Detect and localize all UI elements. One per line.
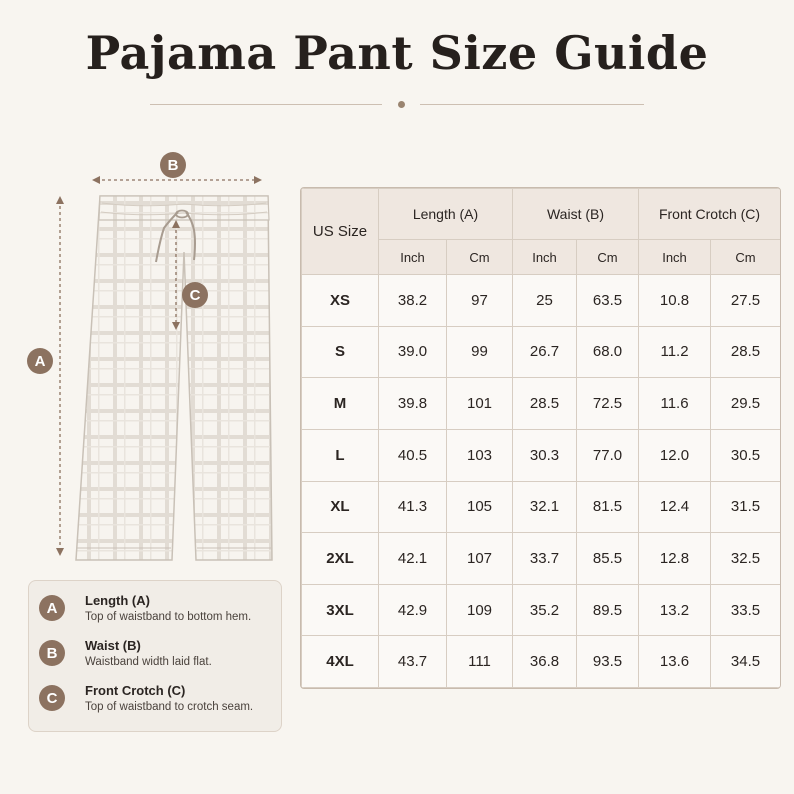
legend-desc: Waistband width laid flat. [85,656,212,668]
value-cell: 99 [447,326,513,378]
marker-c: C [182,282,208,308]
size-cell: L [302,429,379,481]
value-cell: 25 [513,275,577,327]
size-cell: 4XL [302,636,379,688]
value-cell: 28.5 [513,378,577,430]
header-unit: Inch [379,240,447,275]
value-cell: 30.3 [513,429,577,481]
value-cell: 30.5 [711,429,781,481]
title-divider-dot [398,101,405,108]
value-cell: 85.5 [577,533,639,585]
size-cell: S [302,326,379,378]
legend-marker-b: B [39,640,65,666]
value-cell: 42.9 [379,584,447,636]
value-cell: 42.1 [379,533,447,585]
value-cell: 32.5 [711,533,781,585]
size-cell: XS [302,275,379,327]
value-cell: 105 [447,481,513,533]
length-arrow-bottom-icon [56,548,64,556]
value-cell: 109 [447,584,513,636]
value-cell: 43.7 [379,636,447,688]
size-cell: M [302,378,379,430]
value-cell: 34.5 [711,636,781,688]
value-cell: 29.5 [711,378,781,430]
value-cell: 63.5 [577,275,639,327]
pants-body [76,196,272,560]
value-cell: 13.6 [639,636,711,688]
value-cell: 33.5 [711,584,781,636]
header-unit: Inch [513,240,577,275]
legend-name: Length (A) [85,593,150,608]
table-row [302,481,781,533]
waist-arrow-left-icon [92,176,100,184]
legend-marker-c: C [39,685,65,711]
value-cell: 41.3 [379,481,447,533]
legend-marker-a: A [39,595,65,621]
legend-desc: Top of waistband to crotch seam. [85,701,254,713]
size-cell: 2XL [302,533,379,585]
table-row [302,584,781,636]
waistband [99,196,269,220]
value-cell: 12.8 [639,533,711,585]
value-cell: 93.5 [577,636,639,688]
value-cell: 32.1 [513,481,577,533]
legend-name: Front Crotch (C) [85,683,186,698]
pants-illustration [0,140,300,570]
title-divider-left [150,104,382,105]
value-cell: 28.5 [711,326,781,378]
value-cell: 11.2 [639,326,711,378]
value-cell: 111 [447,636,513,688]
value-cell: 36.8 [513,636,577,688]
legend-name: Waist (B) [85,638,141,653]
header-unit: Inch [639,240,711,275]
value-cell: 12.0 [639,429,711,481]
value-cell: 39.0 [379,326,447,378]
value-cell: 97 [447,275,513,327]
page-title: Pajama Pant Size Guide [85,26,709,80]
value-cell: 11.6 [639,378,711,430]
header-us-size: US Size [302,189,379,275]
size-cell: 3XL [302,584,379,636]
value-cell: 12.4 [639,481,711,533]
table-row [302,636,781,688]
table-row [302,429,781,481]
header-length: Length (A) [379,189,513,240]
value-cell: 68.0 [577,326,639,378]
table-row [302,378,781,430]
table-row [302,326,781,378]
header-front-crotch: Front Crotch (C) [639,189,781,240]
header-waist: Waist (B) [513,189,639,240]
size-chart-table [300,187,781,689]
value-cell: 81.5 [577,481,639,533]
value-cell: 10.8 [639,275,711,327]
value-cell: 103 [447,429,513,481]
value-cell: 40.5 [379,429,447,481]
measurement-legend [28,580,282,732]
value-cell: 39.8 [379,378,447,430]
header-unit: Cm [711,240,781,275]
value-cell: 107 [447,533,513,585]
value-cell: 77.0 [577,429,639,481]
value-cell: 72.5 [577,378,639,430]
header-unit: Cm [447,240,513,275]
value-cell: 89.5 [577,584,639,636]
value-cell: 13.2 [639,584,711,636]
value-cell: 31.5 [711,481,781,533]
legend-desc: Top of waistband to bottom hem. [85,611,252,623]
value-cell: 27.5 [711,275,781,327]
title-divider-right [420,104,644,105]
size-cell: XL [302,481,379,533]
value-cell: 101 [447,378,513,430]
table-row [302,533,781,585]
value-cell: 38.2 [379,275,447,327]
waist-arrow-right-icon [254,176,262,184]
value-cell: 26.7 [513,326,577,378]
table-body [302,275,781,688]
marker-a: A [27,348,53,374]
value-cell: 33.7 [513,533,577,585]
header-unit: Cm [577,240,639,275]
marker-b: B [160,152,186,178]
value-cell: 35.2 [513,584,577,636]
table-row [302,275,781,327]
length-arrow-top-icon [56,196,64,204]
